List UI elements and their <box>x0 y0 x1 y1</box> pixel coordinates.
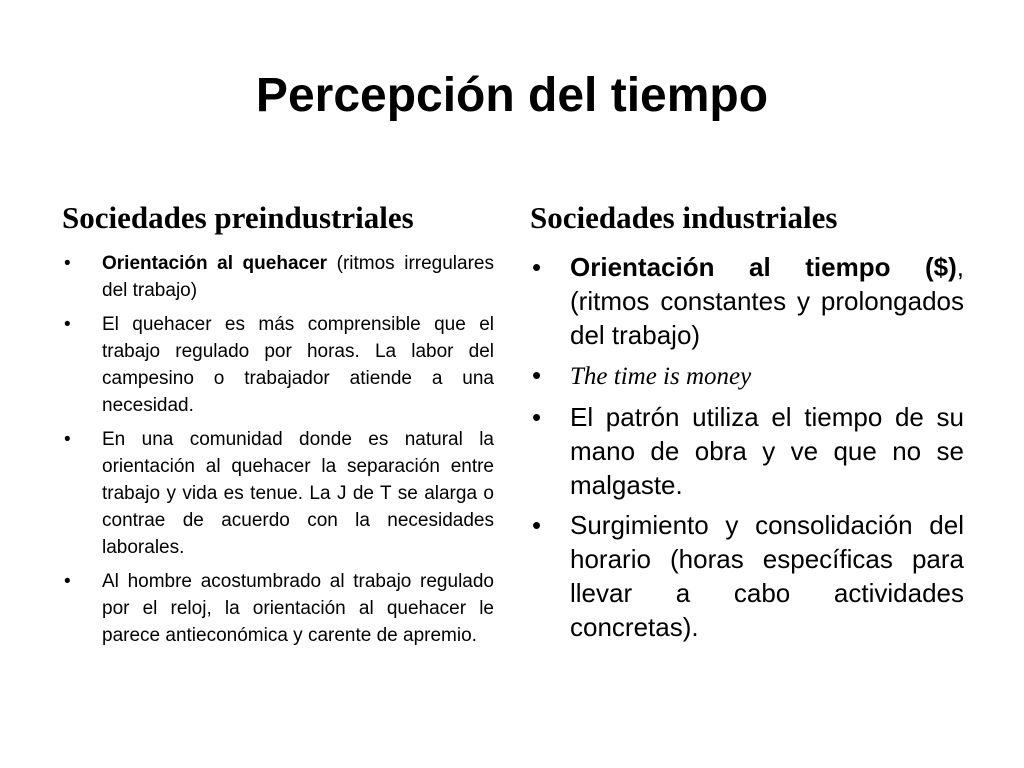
bullet-icon: • <box>532 252 542 282</box>
item-text: El quehacer es más comprensible que el trabajo regulado por horas. La labor del campesino o trabajador atiende a una necesidad. <box>102 314 494 416</box>
bullet-icon: • <box>64 314 71 335</box>
list-item <box>64 568 494 649</box>
right-bullet-list <box>532 250 964 650</box>
list-item <box>532 508 964 644</box>
list-item <box>64 311 494 419</box>
bullet-icon: • <box>532 510 542 540</box>
bullet-icon: • <box>64 571 71 592</box>
item-emphasis: Orientación al quehacer <box>102 253 328 274</box>
bullet-icon: • <box>532 402 542 432</box>
list-item <box>532 358 964 394</box>
bullet-icon: • <box>64 429 71 450</box>
item-text-quote: The time is money <box>570 363 752 390</box>
item-text: El patrón utiliza el tiempo de su mano de obra y ve que no se malgaste. <box>570 402 964 500</box>
item-text: Al hombre acostumbrado al trabajo regulado por el reloj, la orientación al quehacer le parece antieconómica y carente de apremio. <box>102 571 494 646</box>
left-column-heading: Sociedades preindustriales <box>62 200 414 235</box>
right-column-heading: Sociedades industriales <box>530 200 838 235</box>
item-emphasis: Orientación al tiempo ($) <box>570 252 957 282</box>
slide-title: Percepción del tiempo <box>255 69 769 122</box>
bullet-icon: • <box>532 360 542 390</box>
item-text: , (ritmos constantes y prolongados del trabajo) <box>570 252 964 350</box>
left-bullet-list <box>64 250 494 656</box>
item-text: (ritmos irregulares del trabajo) <box>102 253 494 301</box>
item-text: En una comunidad donde es natural la orientación al quehacer la separación entre trabajo y vida es tenue. La J de T se alarga o contrae de acuerdo con la necesidades laborales. <box>102 429 494 558</box>
bullet-icon: • <box>64 253 71 274</box>
list-item <box>532 400 964 502</box>
list-item <box>532 250 964 352</box>
list-item <box>64 426 494 561</box>
item-text: Surgimiento y consolidación del horario (horas específicas para llevar a cabo actividades concretas). <box>570 510 964 642</box>
list-item <box>64 250 494 304</box>
